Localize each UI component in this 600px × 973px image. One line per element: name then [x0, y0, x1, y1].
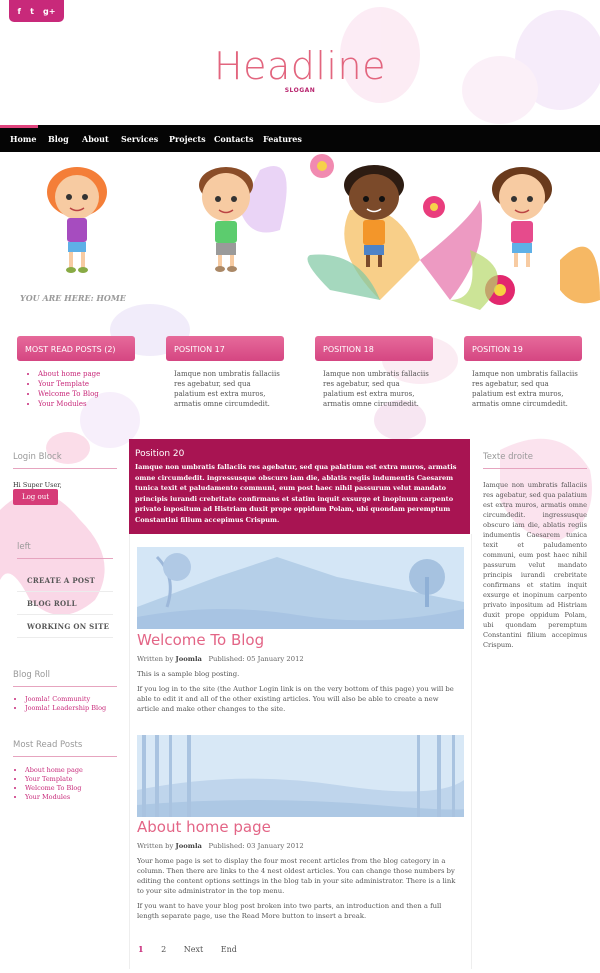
- article-title[interactable]: About home page: [137, 818, 271, 836]
- divider: [17, 637, 113, 638]
- twitter-icon[interactable]: t: [30, 6, 34, 16]
- nav-blog[interactable]: Blog: [48, 134, 69, 144]
- kid-girl-icon: [492, 167, 552, 267]
- list-item[interactable]: • Joomla! Leadership Blog: [25, 704, 106, 713]
- social-bar: [9, 0, 64, 22]
- kid-girl-redhair-icon: [47, 167, 107, 273]
- article-paragraph: If you log in to the site (the Author Login link is on the very bottom of this page) you will be able to edit it and all of the other existing articles. You will also be able to create a new article and make other changes to the site.: [137, 685, 454, 713]
- nav-about[interactable]: About: [82, 134, 109, 144]
- blog-roll-list: [13, 695, 106, 713]
- login-block-title: Login Block: [13, 452, 62, 462]
- menu-item-create-post[interactable]: CREATE A POST: [27, 576, 96, 585]
- breadcrumb: YOU ARE HERE: HOME: [20, 293, 126, 303]
- most-read-posts-list: [26, 369, 100, 409]
- googleplus-icon[interactable]: g+: [43, 6, 56, 16]
- menu-item-blog-roll[interactable]: BLOG ROLL: [27, 599, 77, 608]
- divider: [13, 686, 117, 687]
- list-item[interactable]: • About home page: [38, 369, 100, 379]
- nav-features[interactable]: Features: [263, 134, 302, 144]
- next-page-link[interactable]: Next: [183, 945, 204, 954]
- end-page-link[interactable]: End: [220, 945, 237, 954]
- article-paragraph: If you want to have your blog post broken into two parts, an introduction and then a full length separate page, use the Read More button to insert a break.: [137, 902, 442, 920]
- position-20-title: Position 20: [135, 449, 185, 459]
- article-title[interactable]: Welcome To Blog: [137, 631, 265, 649]
- position-18-header: POSITION 18: [315, 336, 433, 361]
- pagination: [138, 944, 252, 954]
- kids-illustration: [0, 155, 600, 290]
- list-item[interactable]: • Your Modules: [25, 793, 83, 802]
- nav-projects[interactable]: Projects: [169, 134, 206, 144]
- divider: [17, 558, 113, 559]
- list-item[interactable]: • Welcome To Blog: [25, 784, 83, 793]
- list-item[interactable]: • Your Template: [38, 379, 100, 389]
- article-image: [137, 735, 464, 817]
- written-by-label: Written by: [137, 655, 174, 663]
- article-meta: [137, 655, 304, 663]
- page-1-link[interactable]: 1: [138, 944, 144, 954]
- list-item[interactable]: • Your Template: [25, 775, 83, 784]
- page-2-link[interactable]: 2: [161, 945, 167, 954]
- list-item[interactable]: • Joomla! Community: [25, 695, 106, 704]
- position-19-header: POSITION 19: [464, 336, 582, 361]
- position-17-header: POSITION 17: [166, 336, 284, 361]
- author: Joomla: [175, 842, 202, 850]
- position-20-text: Iamque non umbratis fallaciis res agebatur, sed qua palatium est extra muros, armatis omne circumdedit. ingressusque obscuro iam die, ablatis regiis indumentis Caesarem tunica texit et paludamento communi, eum post haec nihil passurum velut mandato principis iurandi crebritate confirmans et statim inquit exsurge et inopinum carpento privato inpositum ad Histriam duxit prope oppidum Polam, ubi quondam peremptum Constantini filium accepimus Crispum.: [135, 463, 457, 524]
- most-read-list: [13, 766, 83, 802]
- nav-home[interactable]: Home: [10, 134, 37, 144]
- written-by-label: Written by: [137, 842, 174, 850]
- most-read-posts-header: MOST READ POSTS (2): [17, 336, 135, 361]
- list-item[interactable]: • About home page: [25, 766, 83, 775]
- nav-services[interactable]: Services: [121, 134, 159, 144]
- article-paragraph: Your home page is set to display the four most recent articles from the blog category in a column. Then there are links to the 4 nest oldest articles. You can change those numbers by editing the content options settings in the blog tab in your site administrator. There is a link to your site administrator in the top menu.: [137, 857, 456, 895]
- position-18-text: Iamque non umbratis fallaciis res agebatur, sed qua palatium est extra muros, armatis omne circumdedit.: [323, 370, 429, 408]
- site-slogan: SLOGAN: [284, 87, 316, 94]
- most-read-title: Most Read Posts: [13, 740, 83, 750]
- divider: [483, 468, 587, 469]
- published-date: Published: 03 January 2012: [208, 842, 304, 850]
- divider: [13, 468, 117, 469]
- position-20-box: [129, 439, 470, 534]
- divider: [17, 591, 113, 592]
- divider: [17, 614, 113, 615]
- list-item[interactable]: • Welcome To Blog: [38, 389, 100, 399]
- article-paragraph: This is a sample blog posting.: [137, 670, 240, 678]
- list-item[interactable]: • Your Modules: [38, 399, 100, 409]
- blog-roll-title: Blog Roll: [13, 670, 50, 680]
- main-nav: [0, 125, 600, 152]
- active-indicator: [0, 125, 38, 128]
- position-19-text: Iamque non umbratis fallaciis res agebatur, sed qua palatium est extra muros, armatis omne circumdedit.: [472, 370, 578, 408]
- position-17-text: Iamque non umbratis fallaciis res agebatur, sed qua palatium est extra muros, armatis omne circumdedit.: [174, 370, 280, 408]
- published-date: Published: 05 January 2012: [208, 655, 304, 663]
- nav-contacts[interactable]: Contacts: [214, 134, 254, 144]
- right-text: Iamque non umbratis fallaciis res agebatur, sed qua palatium est extra muros, armatis omne circumdedit. ingressusque obscuro iam die, ablatis regiis indumentis Caesarem tunica texit et paludamento communi, eum post haec nihil passurum velut mandato principis iurandi crebritate confirmans et statim inquit exsurge et inopinum carpento privato inpositum ad Histriam duxit prope oppidum Polam, ubi quondam peremptum Constantini filium accepimus Crispum.: [483, 481, 587, 649]
- menu-item-working-on-site[interactable]: WORKING ON SITE: [27, 622, 110, 631]
- facebook-icon[interactable]: f: [17, 6, 22, 16]
- login-greeting: Hi Super User,: [13, 481, 62, 489]
- flower-icon: [310, 154, 334, 178]
- article-image: [137, 547, 464, 629]
- right-text-title: Texte droite: [483, 452, 533, 462]
- site-headline[interactable]: Headline: [214, 44, 386, 88]
- kid-boy-icon: [199, 167, 253, 272]
- kid-boy-dark-icon: [344, 165, 404, 267]
- logout-button[interactable]: Log out: [13, 489, 58, 505]
- divider: [13, 756, 117, 757]
- author: Joomla: [175, 655, 202, 663]
- left-menu-title: left: [17, 542, 31, 552]
- article-meta: [137, 842, 304, 850]
